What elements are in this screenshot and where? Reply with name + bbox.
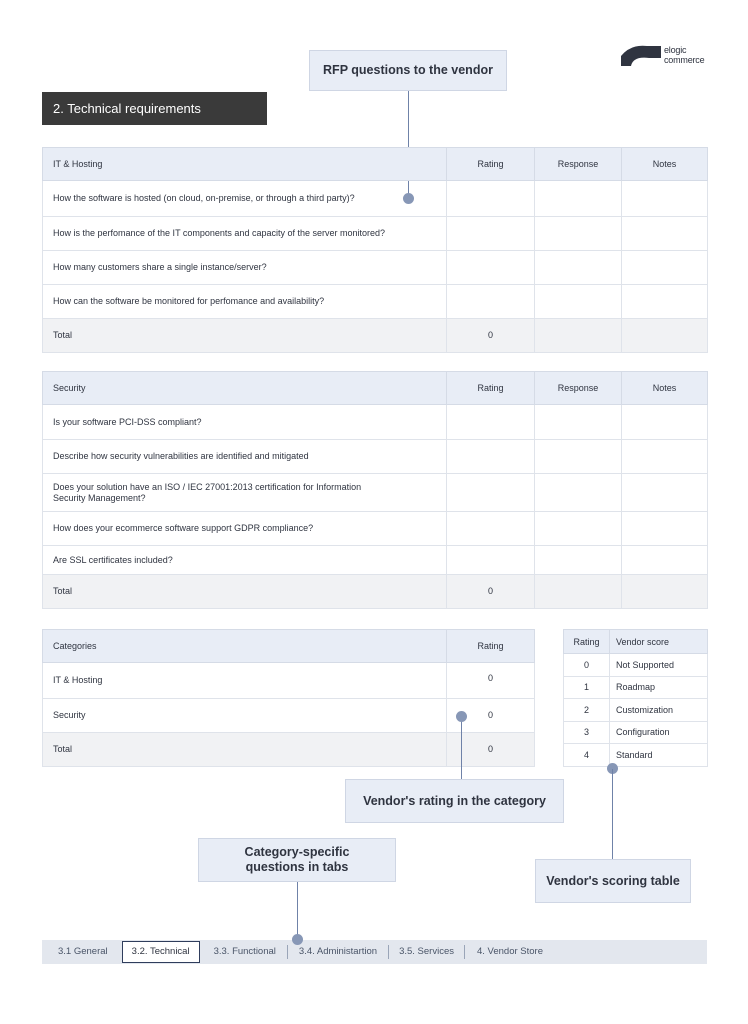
table-row (43, 285, 708, 319)
score-label: Standard (610, 744, 708, 767)
table-row (564, 721, 708, 744)
vendor-rating-connector (461, 717, 462, 780)
total-notes-cell (622, 575, 708, 609)
vendor-score-header: Vendor score (610, 630, 708, 654)
notes-cell[interactable] (622, 474, 708, 512)
notes-header: Notes (622, 148, 708, 181)
question-cell: Does your solution have an ISO / IEC 27001:2013 certification for Information Security Management? (43, 474, 447, 512)
rating-cell[interactable] (447, 474, 535, 512)
response-header: Response (535, 372, 622, 405)
question-cell: How is the perfomance of the IT components and capacity of the server monitored? (43, 217, 447, 251)
table-row (564, 654, 708, 677)
response-cell[interactable] (535, 474, 622, 512)
table-row (43, 217, 708, 251)
rating-cell[interactable] (447, 512, 535, 546)
score-label: Not Supported (610, 654, 708, 677)
tab-functional[interactable]: 3.3. Functional (213, 946, 276, 957)
notes-cell[interactable] (622, 285, 708, 319)
total-value: 0 (447, 575, 535, 609)
scoring-table-callout (535, 859, 691, 903)
rating-header: Rating (447, 630, 535, 663)
tab-vendor-store[interactable]: 4. Vendor Store (476, 946, 544, 957)
vendor-rating-dot (456, 711, 467, 722)
rfp-callout-text: RFP questions to the vendor (323, 63, 493, 77)
response-cell[interactable] (535, 285, 622, 319)
table-row (564, 699, 708, 722)
table-row (564, 744, 708, 767)
category-rating: 0 (447, 663, 535, 699)
score-label: Configuration (610, 721, 708, 744)
notes-cell[interactable] (622, 546, 708, 575)
scoring-table (563, 629, 708, 767)
table-row (43, 440, 708, 474)
score-rating: 4 (564, 744, 610, 767)
notes-cell[interactable] (622, 217, 708, 251)
score-rating: 1 (564, 676, 610, 699)
total-value: 0 (447, 319, 535, 353)
table-row (43, 251, 708, 285)
score-rating: 0 (564, 654, 610, 677)
categories-header: Categories (43, 630, 447, 663)
table-row (43, 474, 708, 512)
logo-line2: commerce (664, 55, 705, 65)
table-row (43, 546, 708, 575)
section-title: 2. Technical requirements (42, 92, 267, 125)
table-row (43, 181, 708, 217)
total-label: Total (43, 733, 447, 767)
logo-mark-icon (621, 44, 661, 66)
notes-cell[interactable] (622, 181, 708, 217)
total-label: Total (43, 575, 447, 609)
category-name: IT & Hosting (43, 663, 447, 699)
rfp-connector-dot (403, 193, 414, 204)
rating-header: Rating (447, 148, 535, 181)
rating-cell[interactable] (447, 440, 535, 474)
total-response-cell (535, 319, 622, 353)
total-row (43, 319, 708, 353)
question-cell: How does your ecommerce software support GDPR compliance? (43, 512, 447, 546)
total-value: 0 (447, 733, 535, 767)
tab-general[interactable]: 3.1 General (58, 946, 108, 957)
scoring-table-connector (612, 769, 613, 860)
score-label: Roadmap (610, 676, 708, 699)
category-tabs-connector (297, 882, 298, 939)
category-tabs-callout (198, 838, 396, 882)
category-tabs-dot (292, 934, 303, 945)
notes-header: Notes (622, 372, 708, 405)
rating-cell[interactable] (447, 217, 535, 251)
rating-header: Rating (447, 372, 535, 405)
table-row (564, 676, 708, 699)
response-header: Response (535, 148, 622, 181)
category-rating: 0 (447, 699, 535, 733)
category-name: Security (43, 699, 447, 733)
question-cell: Is your software PCI-DSS compliant? (43, 405, 447, 440)
question-cell: How many customers share a single instance/server? (43, 251, 447, 285)
total-response-cell (535, 575, 622, 609)
response-cell[interactable] (535, 405, 622, 440)
question-cell: How the software is hosted (on cloud, on-premise, or through a third party)? (43, 181, 447, 217)
response-cell[interactable] (535, 546, 622, 575)
category-tabs-bar (42, 940, 707, 964)
score-rating: 2 (564, 699, 610, 722)
table-row (43, 512, 708, 546)
category-tabs-callout-line1: Category-specific (244, 845, 350, 859)
score-rating: 3 (564, 721, 610, 744)
security-header: Security (43, 372, 447, 405)
rating-cell[interactable] (447, 181, 535, 217)
security-table (42, 371, 708, 609)
score-label: Customization (610, 699, 708, 722)
rfp-callout (309, 50, 507, 91)
response-cell[interactable] (535, 181, 622, 217)
score-rating-header: Rating (564, 630, 610, 654)
scoring-table-callout-text: Vendor's scoring table (546, 873, 680, 888)
total-notes-cell (622, 319, 708, 353)
total-row (43, 575, 708, 609)
response-cell[interactable] (535, 440, 622, 474)
table-row (43, 663, 535, 699)
question-cell: Are SSL certificates included? (43, 546, 447, 575)
rating-cell[interactable] (447, 546, 535, 575)
logo-text (664, 45, 704, 65)
table-row (43, 405, 708, 440)
it-hosting-header: IT & Hosting (43, 148, 447, 181)
notes-cell[interactable] (622, 440, 708, 474)
response-cell[interactable] (535, 251, 622, 285)
vendor-rating-callout (345, 779, 564, 823)
notes-cell[interactable] (622, 512, 708, 546)
elogic-logo (621, 44, 711, 68)
notes-cell[interactable] (622, 251, 708, 285)
notes-cell[interactable] (622, 405, 708, 440)
response-cell[interactable] (535, 512, 622, 546)
logo-line1: elogic (664, 45, 687, 55)
rating-cell[interactable] (447, 251, 535, 285)
it-hosting-table (42, 147, 708, 353)
tab-administration[interactable]: 3.4. Administartion (298, 946, 378, 957)
total-label: Total (43, 319, 447, 353)
response-cell[interactable] (535, 217, 622, 251)
question-cell: How can the software be monitored for perfomance and availability? (43, 285, 447, 319)
tab-services[interactable]: 3.5. Services (399, 946, 454, 957)
rating-cell[interactable] (447, 285, 535, 319)
question-cell: Describe how security vulnerabilities are identified and mitigated (43, 440, 447, 474)
rating-cell[interactable] (447, 405, 535, 440)
category-tabs-callout-line2: questions in tabs (245, 860, 349, 874)
tab-technical[interactable]: 3.2. Technical (122, 941, 200, 963)
vendor-rating-callout-text: Vendor's rating in the category (363, 793, 546, 808)
